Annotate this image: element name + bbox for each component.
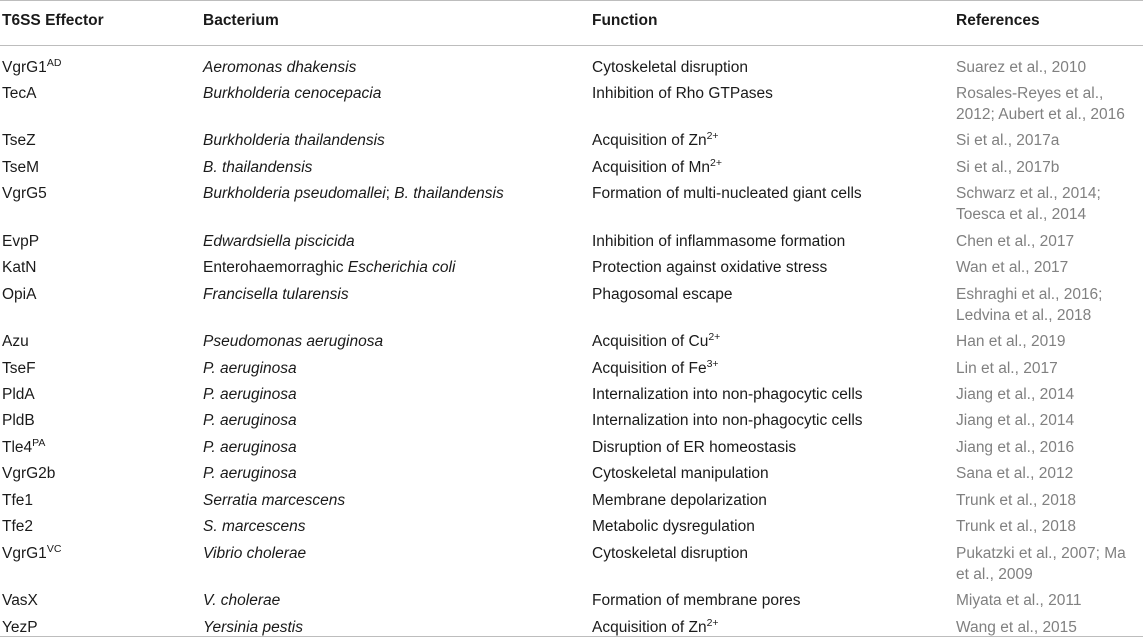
bacterium-cell <box>203 130 385 151</box>
reference-line: Sana et al., 2012 <box>956 465 1074 482</box>
effector-cell <box>2 183 47 204</box>
reference-line: 2012; Aubert et al., 2016 <box>956 106 1125 123</box>
references-cell <box>956 57 1086 78</box>
effector-cell <box>2 410 35 431</box>
bacterium-text: Burkholderia pseudomallei <box>203 185 386 202</box>
bacterium-cell <box>203 463 297 484</box>
bacterium-cell <box>203 231 355 252</box>
function-text: Cytoskeletal disruption <box>592 59 748 76</box>
bacterium-cell <box>203 157 312 178</box>
effector-name: TseZ <box>2 132 36 149</box>
reference-line: Wan et al., 2017 <box>956 259 1069 276</box>
effector-name: VgrG2b <box>2 465 56 482</box>
reference-line: Jiang et al., 2014 <box>956 412 1075 429</box>
function-cell <box>592 83 773 104</box>
reference-line: Ledvina et al., 2018 <box>956 307 1092 324</box>
function-superscript: 2+ <box>706 617 719 630</box>
header-function: Function <box>592 12 658 29</box>
reference-line: Lin et al., 2017 <box>956 360 1058 377</box>
effector-cell <box>2 231 39 252</box>
reference-line: Schwarz et al., 2014; <box>956 185 1101 202</box>
effector-cell <box>2 130 36 151</box>
reference-line: et al., 2009 <box>956 566 1033 583</box>
function-cell <box>592 183 862 204</box>
function-text: Protection against oxidative stress <box>592 259 828 276</box>
effector-name: VgrG1 <box>2 545 47 562</box>
effector-cell <box>2 284 36 305</box>
reference-line: Eshraghi et al., 2016; <box>956 286 1103 303</box>
function-text: Internalization into non-phagocytic cells <box>592 412 863 429</box>
bacterium-text: Francisella tularensis <box>203 286 349 303</box>
bacterium-text: Edwardsiella piscicida <box>203 233 355 250</box>
function-text: Metabolic dysregulation <box>592 518 755 535</box>
reference-line: Rosales-Reyes et al., <box>956 85 1104 102</box>
function-cell <box>592 57 748 78</box>
references-cell <box>956 590 1082 611</box>
function-cell <box>592 130 719 151</box>
function-cell <box>592 284 732 305</box>
function-cell <box>592 490 767 511</box>
function-cell <box>592 437 796 458</box>
effector-name: EvpP <box>2 233 40 250</box>
references-cell <box>956 257 1068 278</box>
function-text: Acquisition of Mn <box>592 159 711 176</box>
effector-name: PldA <box>2 386 35 403</box>
function-cell <box>592 590 800 611</box>
function-cell <box>592 231 845 252</box>
function-cell <box>592 358 719 379</box>
table-top-rule <box>0 0 1143 1</box>
function-cell <box>592 516 755 537</box>
header-effector: T6SS Effector <box>2 12 104 29</box>
reference-line: Si et al., 2017b <box>956 159 1060 176</box>
references-cell <box>956 83 1125 125</box>
references-cell <box>956 284 1103 326</box>
effector-cell <box>2 590 38 611</box>
bacterium-cell <box>203 83 381 104</box>
function-cell <box>592 157 722 178</box>
references-cell <box>956 157 1059 178</box>
reference-line: Pukatzki et al., 2007; Ma <box>956 545 1126 562</box>
function-text: Cytoskeletal manipulation <box>592 465 769 482</box>
effector-cell <box>2 83 36 104</box>
effector-name: VgrG5 <box>2 185 47 202</box>
bacterium-text: Yersinia pestis <box>203 619 303 636</box>
reference-line: Jiang et al., 2016 <box>956 439 1075 456</box>
bacterium-text: V. cholerae <box>203 592 281 609</box>
effector-superscript: VC <box>46 543 62 556</box>
reference-line: Suarez et al., 2010 <box>956 59 1087 76</box>
references-cell <box>956 516 1076 537</box>
effector-cell <box>2 358 36 379</box>
function-superscript: 3+ <box>706 358 719 371</box>
reference-line: Si et al., 2017a <box>956 132 1060 149</box>
references-cell <box>956 358 1058 379</box>
function-cell <box>592 463 769 484</box>
bacterium-text: Escherichia coli <box>347 259 456 276</box>
effector-name: OpiA <box>2 286 37 303</box>
effector-cell <box>2 437 45 458</box>
header-rule <box>0 45 1143 46</box>
effector-name: TecA <box>2 85 37 102</box>
bacterium-text: B. thailandensis <box>394 185 504 202</box>
function-cell <box>592 410 863 431</box>
function-text: Formation of multi-nucleated giant cells <box>592 185 862 202</box>
bacterium-text: Burkholderia cenocepacia <box>203 85 382 102</box>
function-text: Phagosomal escape <box>592 286 733 303</box>
function-superscript: 2+ <box>706 130 719 143</box>
reference-line: Toesca et al., 2014 <box>956 206 1087 223</box>
bacterium-cell <box>203 490 345 511</box>
bacterium-cell <box>203 358 297 379</box>
bacterium-cell <box>203 410 297 431</box>
reference-line: Jiang et al., 2014 <box>956 386 1075 403</box>
bacterium-text: P. aeruginosa <box>203 360 297 377</box>
reference-line: Trunk et al., 2018 <box>956 492 1077 509</box>
bacterium-text: Burkholderia thailandensis <box>203 132 385 149</box>
effector-cell <box>2 543 61 564</box>
reference-line: Trunk et al., 2018 <box>956 518 1077 535</box>
bacterium-cell <box>203 183 504 204</box>
effector-cell <box>2 463 55 484</box>
bacterium-cell <box>203 284 349 305</box>
effector-cell <box>2 617 38 638</box>
bacterium-text: S. marcescens <box>203 518 306 535</box>
effector-name: TseM <box>2 159 40 176</box>
effector-cell <box>2 257 36 278</box>
reference-line: Chen et al., 2017 <box>956 233 1075 250</box>
function-text: Acquisition of Fe <box>592 360 707 377</box>
references-cell <box>956 231 1074 252</box>
reference-line: Miyata et al., 2011 <box>956 592 1082 609</box>
reference-line: Han et al., 2019 <box>956 333 1066 350</box>
function-cell <box>592 543 748 564</box>
header-bacterium: Bacterium <box>203 12 279 29</box>
function-text: Disruption of ER homeostasis <box>592 439 797 456</box>
bacterium-cell <box>203 57 356 78</box>
function-text: Acquisition of Zn <box>592 132 707 149</box>
references-cell <box>956 331 1065 352</box>
bacterium-text: Pseudomonas aeruginosa <box>203 333 384 350</box>
function-text: Inhibition of Rho GTPases <box>592 85 773 102</box>
function-text: Formation of membrane pores <box>592 592 801 609</box>
references-cell <box>956 617 1077 638</box>
references-cell <box>956 437 1074 458</box>
table-bottom-rule <box>0 636 1143 637</box>
effector-name: PldB <box>2 412 35 429</box>
effector-name: Azu <box>2 333 29 350</box>
effector-name: VgrG1 <box>2 59 47 76</box>
reference-line: Wang et al., 2015 <box>956 619 1077 636</box>
function-text: Cytoskeletal disruption <box>592 545 748 562</box>
bacterium-text: P. aeruginosa <box>203 412 297 429</box>
references-cell <box>956 130 1059 151</box>
effector-name: VasX <box>2 592 38 609</box>
function-superscript: 2+ <box>710 157 723 170</box>
effector-name: Tle4 <box>2 439 33 456</box>
function-text: Membrane depolarization <box>592 492 767 509</box>
bacterium-text: B. thailandensis <box>203 159 313 176</box>
effector-name: TseF <box>2 360 36 377</box>
bacterium-cell <box>203 516 306 537</box>
references-cell <box>956 463 1073 484</box>
bacterium-cell <box>203 384 297 405</box>
references-cell <box>956 410 1074 431</box>
bacterium-text: P. aeruginosa <box>203 439 297 456</box>
effector-cell <box>2 490 33 511</box>
function-cell <box>592 384 863 405</box>
function-text: Internalization into non-phagocytic cells <box>592 386 863 403</box>
effector-name: KatN <box>2 259 37 276</box>
header-references: References <box>956 12 1040 29</box>
function-cell <box>592 257 827 278</box>
bacterium-text: Serratia marcescens <box>203 492 346 509</box>
function-text: Inhibition of inflammasome formation <box>592 233 846 250</box>
function-text: Acquisition of Zn <box>592 619 707 636</box>
effector-superscript: PA <box>32 437 46 450</box>
bacterium-cell <box>203 590 280 611</box>
bacterium-text: Enterohaemorraghic <box>203 259 348 276</box>
effector-superscript: AD <box>46 57 62 70</box>
bacterium-cell <box>203 331 383 352</box>
effector-cell <box>2 384 35 405</box>
references-cell <box>956 490 1076 511</box>
bacterium-text: Aeromonas dhakensis <box>203 59 357 76</box>
references-cell <box>956 384 1074 405</box>
function-cell <box>592 617 719 638</box>
effector-name: Tfe1 <box>2 492 34 509</box>
function-cell <box>592 331 720 352</box>
bacterium-cell <box>203 257 455 278</box>
bacterium-text: Vibrio cholerae <box>203 545 307 562</box>
bacterium-text: ; <box>385 185 395 202</box>
bacterium-cell <box>203 543 306 564</box>
function-superscript: 2+ <box>708 331 721 344</box>
function-text: Acquisition of Cu <box>592 333 709 350</box>
effector-cell <box>2 57 61 78</box>
effector-cell <box>2 516 33 537</box>
references-cell <box>956 183 1101 225</box>
bacterium-cell <box>203 617 303 638</box>
effector-cell <box>2 157 39 178</box>
bacterium-cell <box>203 437 297 458</box>
bacterium-text: P. aeruginosa <box>203 386 297 403</box>
effector-name: YezP <box>2 619 38 636</box>
references-cell <box>956 543 1126 585</box>
effector-name: Tfe2 <box>2 518 34 535</box>
effector-cell <box>2 331 29 352</box>
bacterium-text: P. aeruginosa <box>203 465 297 482</box>
